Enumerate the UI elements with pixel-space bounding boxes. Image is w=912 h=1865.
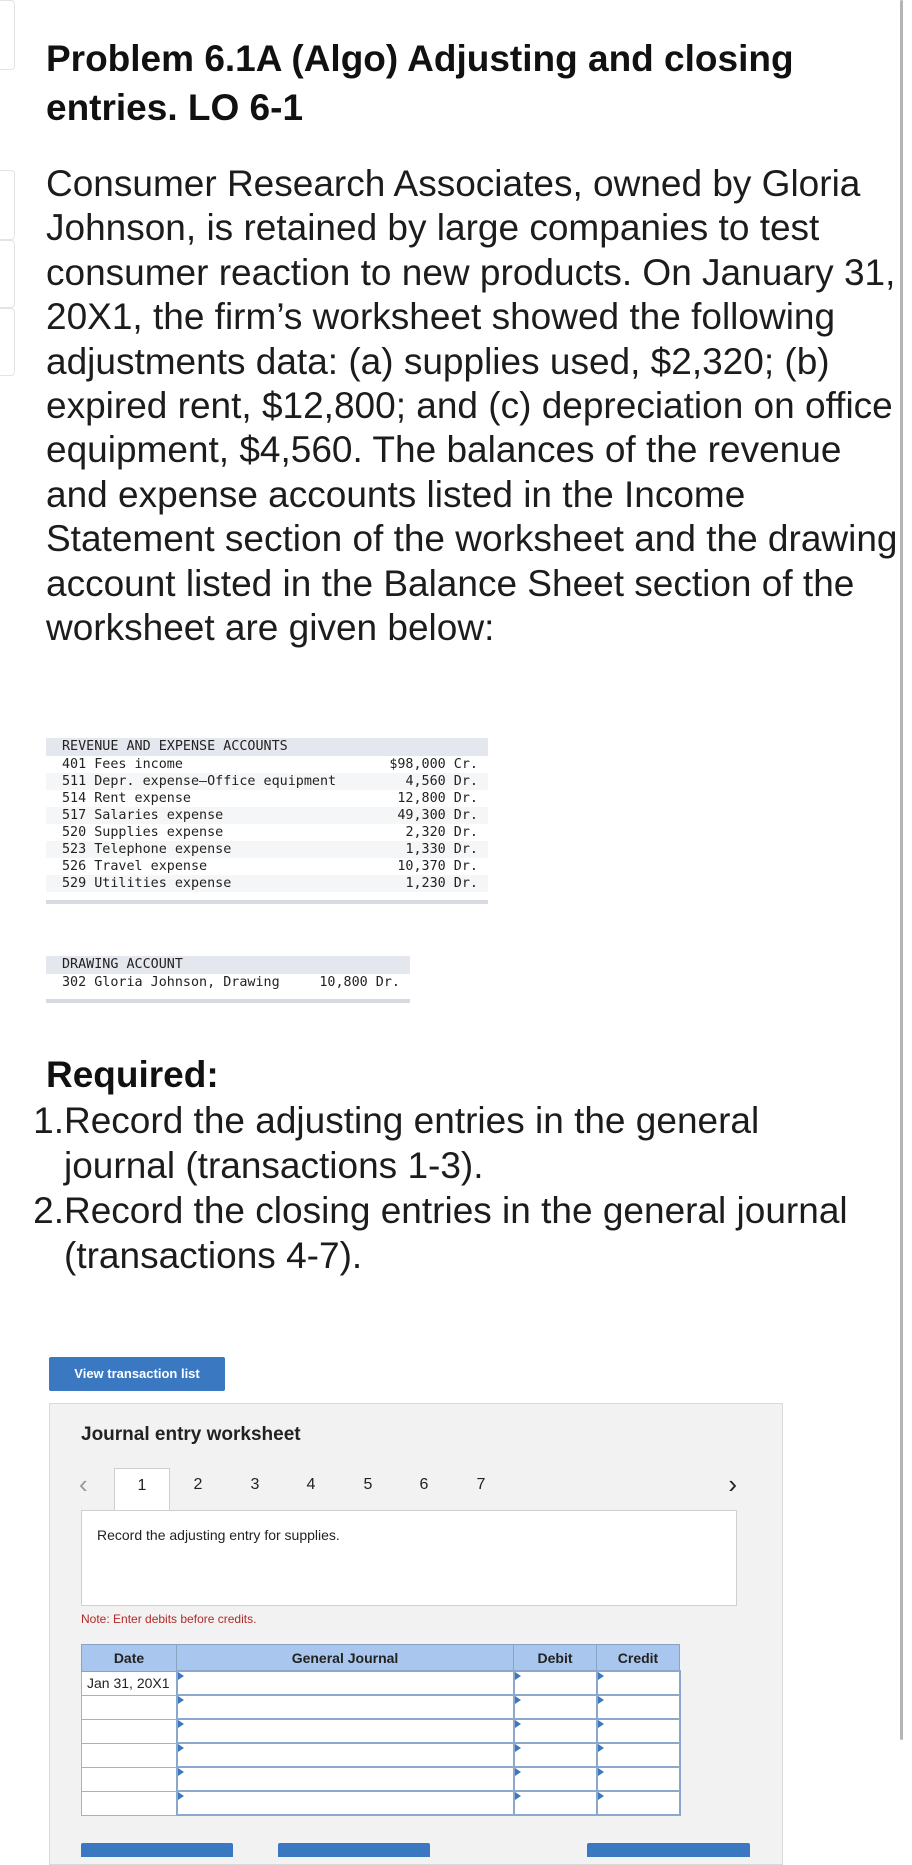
account-name: 529 Utilities expense [46,875,376,892]
account-name: 526 Travel expense [62,859,208,874]
date-cell [82,1719,177,1743]
list-item [0,1098,880,1188]
tab-1[interactable]: 1 [114,1468,170,1511]
date-cell [82,1767,177,1791]
table-row [82,1695,680,1719]
table-footer [46,892,488,902]
tab-6[interactable]: 6 [419,1476,429,1493]
list-item-text: Record the closing entries in the general journal (transactions 4-7). [64,1190,848,1276]
account-amount: 10,800 Dr. [319,975,400,990]
account-amount: 49,300 Dr. [376,807,488,824]
table-row [82,1767,680,1791]
debit-input[interactable] [514,1719,597,1743]
required-heading: Required: [46,1054,219,1095]
date-cell [82,1791,177,1815]
account-name: 520 Supplies expense [62,825,224,840]
account-amount: 1,230 Dr. [376,875,488,892]
problem-title: Problem 6.1A (Algo) Adjusting and closing entries. LO 6-1 [46,38,794,128]
sidebar-stub [0,308,15,376]
worksheet-title: Journal entry worksheet [81,1424,301,1445]
account-amount: 12,800 Dr. [397,791,478,806]
table-row [46,841,488,858]
table-footer-cell [46,991,410,1001]
sidebar-stub [0,0,15,70]
date-cell [82,1695,177,1719]
account-amount: $98,000 Cr. [389,757,478,772]
chevron-right-icon[interactable]: › [728,1469,737,1499]
debit-input[interactable] [514,1695,597,1719]
list-item-number: 1. [33,1100,64,1141]
credit-input[interactable] [597,1719,680,1743]
revenue-expense-table [46,738,488,904]
table-row [82,1791,680,1815]
list-item-text: Record the adjusting entries in the general journal (transactions 1-3). [64,1100,760,1186]
view-transaction-list-button[interactable]: View transaction list [49,1357,225,1391]
table-row [46,773,488,790]
table-row [46,824,488,841]
account-select[interactable] [177,1767,514,1791]
chevron-left-icon[interactable]: ‹ [79,1469,88,1499]
journal-entry-worksheet [49,1403,783,1865]
account-name: 514 Rent expense [62,791,191,806]
tab-5[interactable]: 5 [363,1476,373,1493]
account-name: 302 Gloria Johnson, Drawing [62,975,280,990]
tab-4[interactable]: 4 [306,1476,316,1493]
account-select[interactable] [177,1743,514,1767]
table-footer [46,991,410,1001]
debit-input[interactable] [514,1743,597,1767]
account-amount: 1,330 Dr. [376,841,488,858]
credit-input[interactable] [597,1743,680,1767]
tab-2[interactable]: 2 [193,1476,203,1493]
table-row [46,875,488,892]
debit-input[interactable] [514,1767,597,1791]
table-row [46,974,410,991]
tab-7[interactable]: 7 [476,1476,486,1493]
account-amount: 10,370 Dr. [397,859,478,874]
page-scrollbar[interactable] [900,0,903,1740]
date-cell [82,1743,177,1767]
account-amount: 4,560 Dr. [376,773,488,790]
account-name: 511 Depr. expense—Office equipment [46,773,376,790]
debit-input[interactable] [514,1671,597,1695]
drawing-table-header: DRAWING ACCOUNT [46,956,410,974]
credit-input[interactable] [597,1791,680,1815]
account-select[interactable] [177,1791,514,1815]
drawing-account-table [46,956,410,1003]
sidebar-stub [0,240,15,308]
general-journal-table [81,1644,681,1816]
account-select[interactable] [177,1695,514,1719]
tab-3[interactable]: 3 [250,1476,260,1493]
sidebar-stub [0,170,15,240]
table-row [46,807,488,824]
date-cell: Jan 31, 20X1 [82,1671,177,1695]
credit-input[interactable] [597,1695,680,1719]
credit-input[interactable] [597,1671,680,1695]
table-row [46,756,488,773]
table-row [82,1671,680,1695]
instruction-text: Record the adjusting entry for supplies. [97,1527,340,1543]
column-header-credit: Credit [597,1645,680,1672]
table-row [82,1743,680,1767]
account-name: 523 Telephone expense [46,841,376,858]
column-header-debit: Debit [514,1645,597,1672]
list-item [0,1188,880,1278]
table-row [82,1719,680,1743]
transaction-tabs [71,1466,751,1512]
account-select[interactable] [177,1719,514,1743]
column-header-date: Date [82,1645,177,1672]
table-row [46,858,488,875]
account-name: 517 Salaries expense [46,807,376,824]
table-row [46,790,488,807]
entry-note: Note: Enter debits before credits. [81,1612,257,1626]
table-footer-cell [46,892,488,902]
required-list [0,1098,880,1278]
revenue-table-header: REVENUE AND EXPENSE ACCOUNTS [46,738,488,756]
problem-intro: Consumer Research Associates, owned by Gloria Johnson, is retained by large companies to test consumer reaction to new products. On January 31, 20X1, the firm’s worksheet showed the following adjustments data: (a) supplies used, $2,320; (b) expired rent, $12,800; and (c) depreciation on office equipment, $4,560. The balances of the revenue and expense accounts listed in the Income Statement section of the worksheet and the drawing account listed in the Balance Sheet section of the worksheet are given below: [46,163,898,649]
list-item-number: 2. [33,1190,64,1231]
credit-input[interactable] [597,1767,680,1791]
instruction-panel [81,1510,737,1606]
column-header-general-journal: General Journal [177,1645,514,1672]
account-select[interactable] [177,1671,514,1695]
debit-input[interactable] [514,1791,597,1815]
account-amount: 2,320 Dr. [405,825,478,840]
account-name: 401 Fees income [62,757,183,772]
